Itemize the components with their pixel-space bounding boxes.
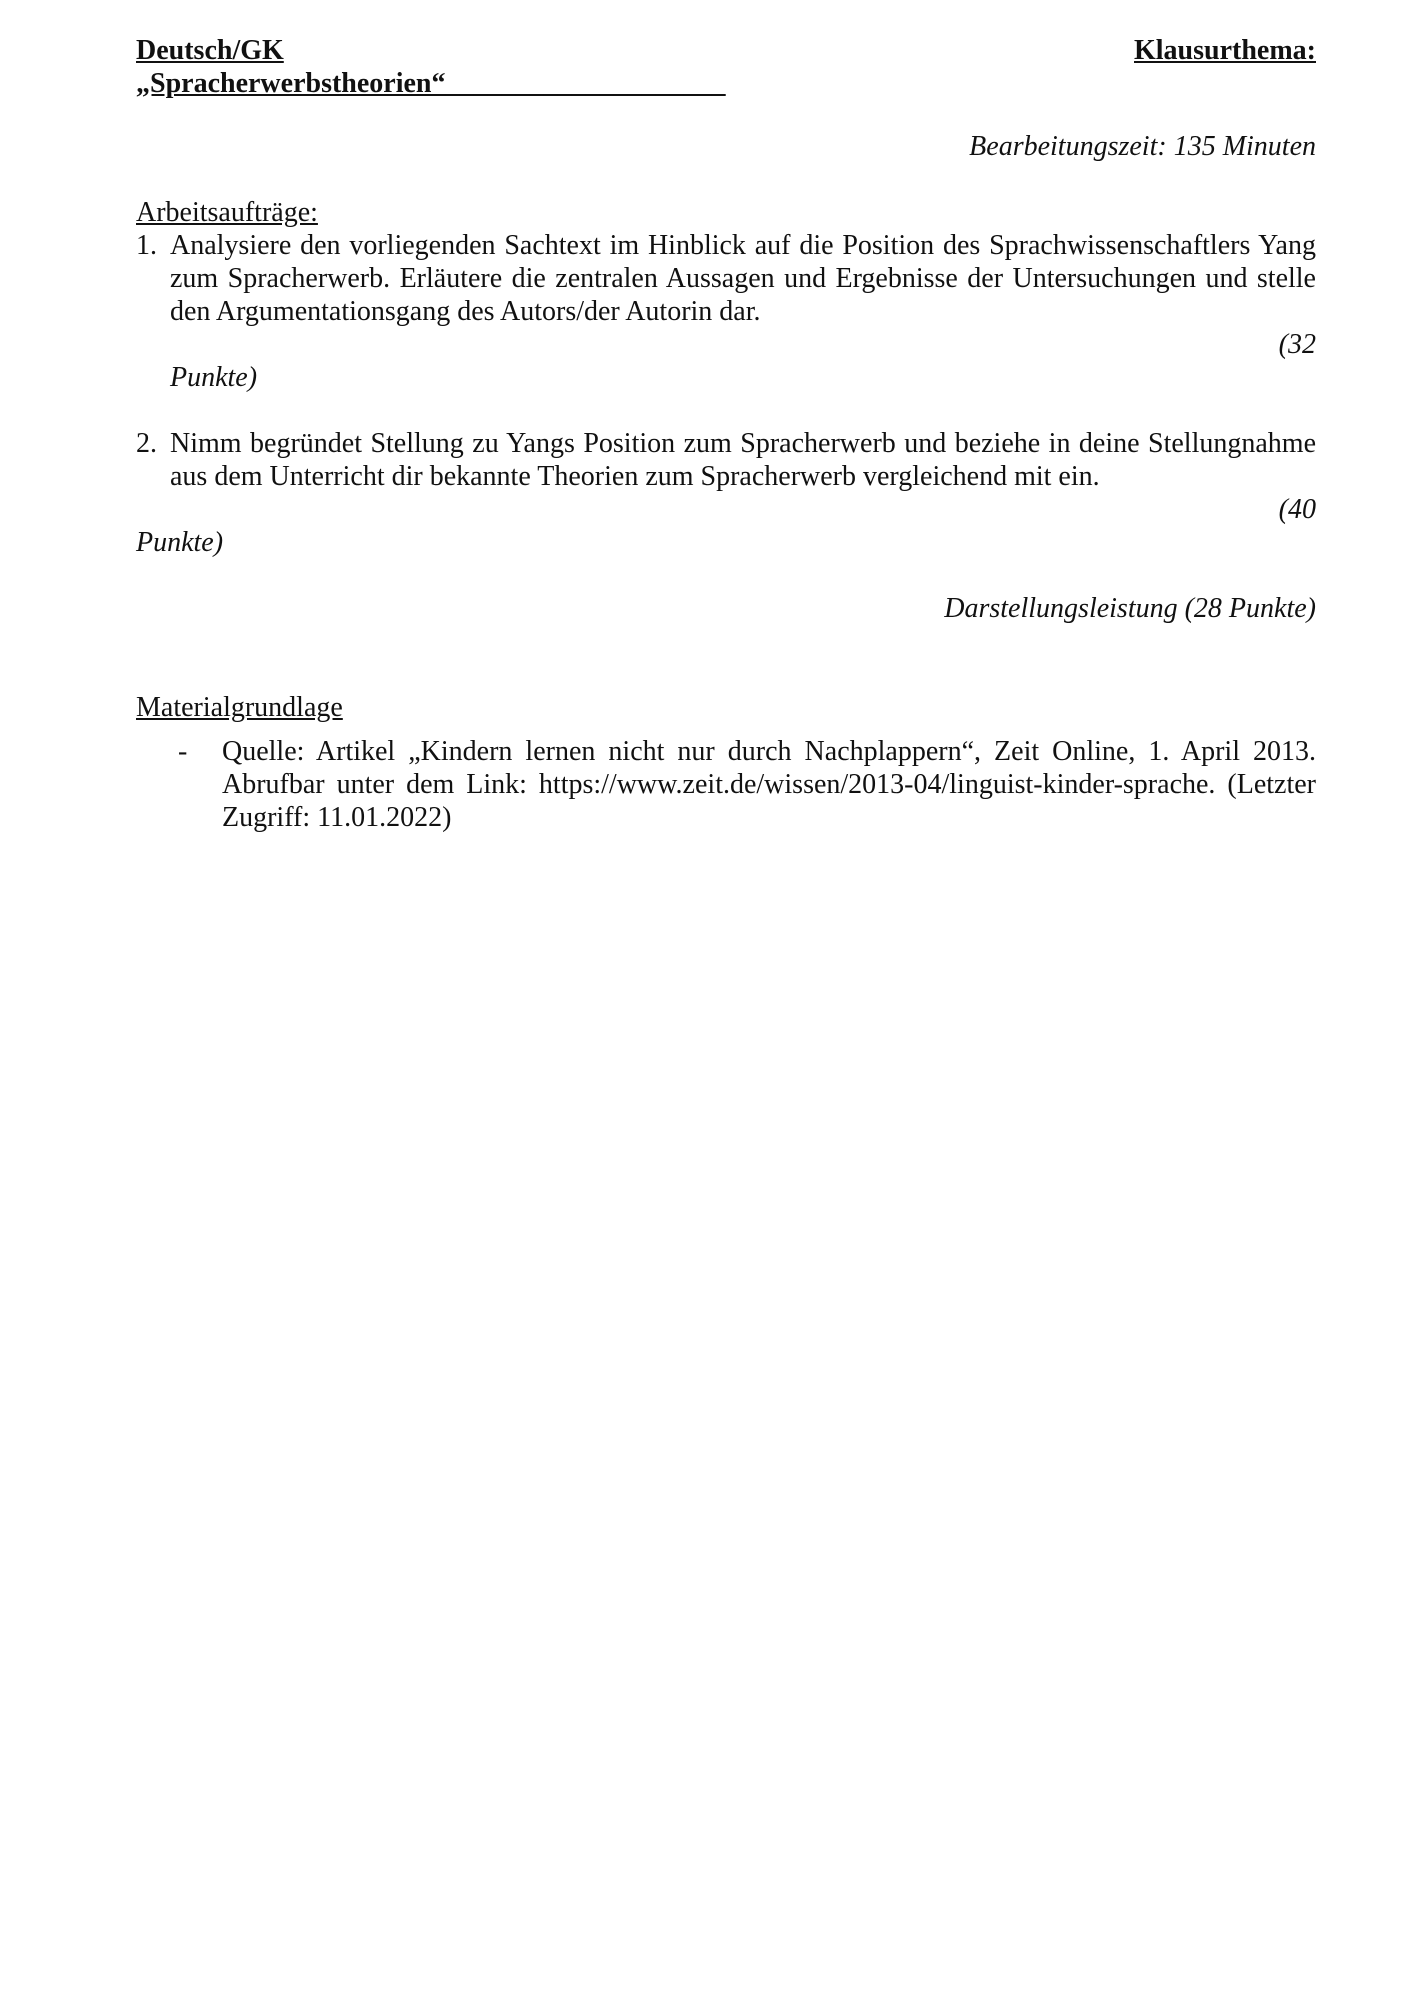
material-source	[136, 735, 1316, 834]
exam-sheet	[136, 34, 1316, 834]
list-dash: -	[178, 736, 188, 767]
source-text: Quelle: Artikel „Kindern lernen nicht nur durch Nachplappern“, Zeit Online, 1. April 2013. Abrufbar unter dem Link: https://www.zeit.de/wissen/2013-04/linguist-kinder-sprache. (Letzter Zugriff: 11.01.2022)	[222, 736, 1316, 833]
task-text: Nimm begründet Stellung zu Yangs Position zum Spracherwerb und beziehe in deine Stellungnahme aus dem Unterricht dir bekannte Theorien zum Spracherwerb vergleichend mit ein.	[170, 428, 1316, 492]
task-1	[136, 229, 1316, 394]
presentation-points: Darstellungsleistung (28 Punkte)	[944, 593, 1316, 624]
task-points-start: (32	[1278, 329, 1316, 360]
working-time: Bearbeitungszeit: 135 Minuten	[969, 131, 1316, 162]
task-text: Analysiere den vorliegenden Sachtext im Hinblick auf die Position des Sprachwissenschaftlers Yang zum Spracherwerb. Erläutere die zentralen Aussagen und Ergebnisse der Untersuchungen und stelle den Argumentationsgang des Autors/der Autorin dar.	[170, 230, 1316, 327]
task-2	[136, 427, 1316, 559]
exam-topic: „Spracherwerbstheorien“____________________	[136, 68, 726, 99]
task-points-start: (40	[1278, 494, 1316, 525]
material-heading: Materialgrundlage	[136, 692, 343, 723]
task-number: 1.	[136, 230, 157, 261]
tasks-heading: Arbeitsaufträge:	[136, 197, 318, 228]
task-points-end: Punkte)	[170, 362, 258, 393]
subject-label: Deutsch/GK	[136, 35, 284, 66]
header-line	[136, 34, 1316, 67]
task-number: 2.	[136, 428, 157, 459]
topic-label: Klausurthema:	[1134, 35, 1316, 66]
task-points-end: Punkte)	[136, 527, 224, 558]
